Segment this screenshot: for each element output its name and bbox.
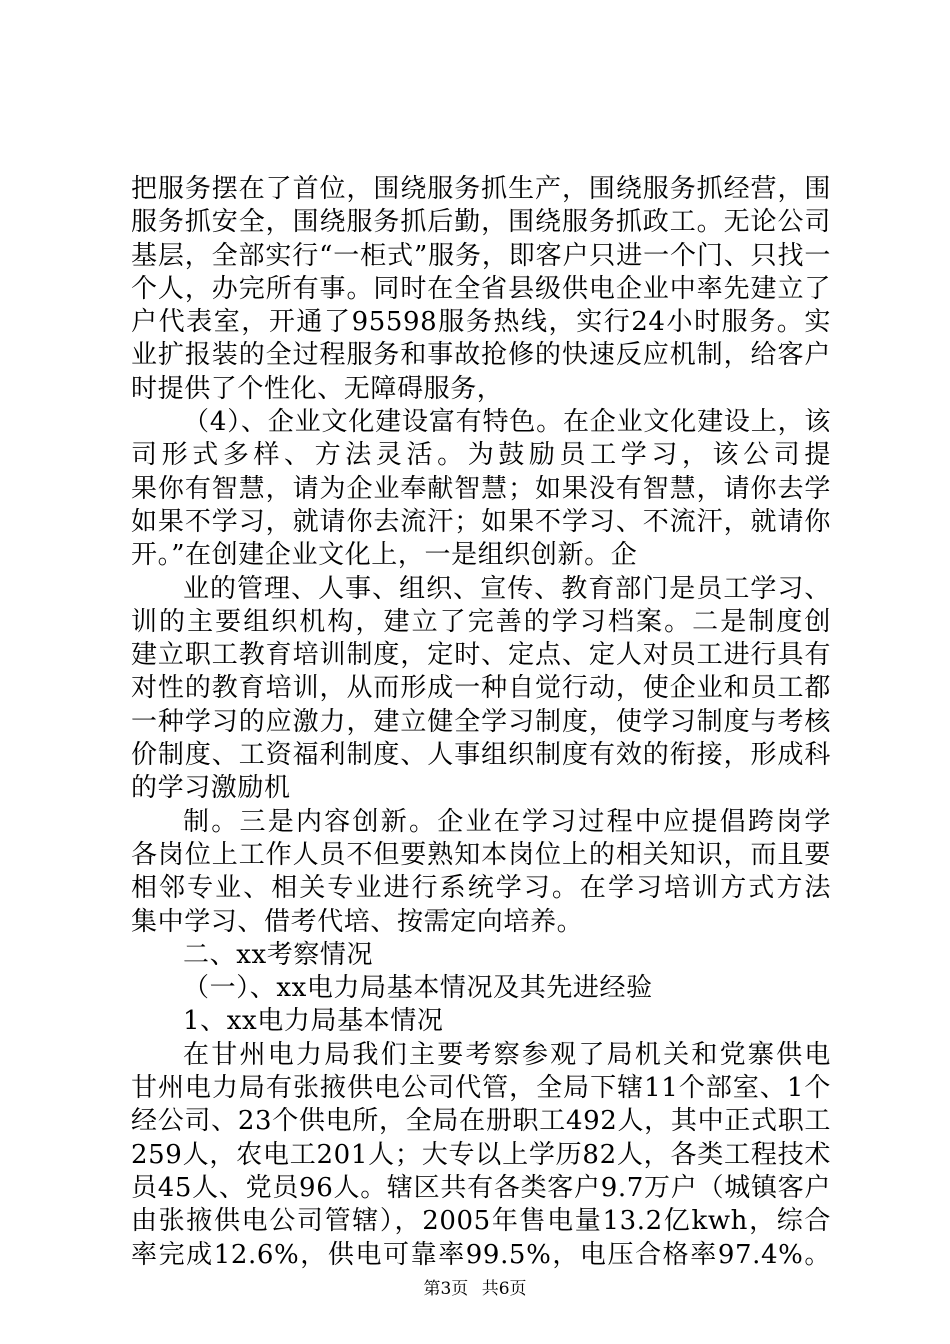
text-line: 建立职工教育培训制度，定时、定点、定人对员工进行具有 <box>131 640 831 671</box>
text-line: 对性的教育培训，从而形成一种自觉行动，使企业和员工都 <box>131 673 831 704</box>
text-line: 业扩报装的全过程服务和事故抢修的快速反应机制，给客户 <box>131 340 831 371</box>
text-line: 在甘州电力局我们主要考察参观了局机关和党寨供电 <box>183 1039 831 1070</box>
text-line: 各岗位上工作人员不但要熟知本岗位上的相关知识，而且要 <box>131 839 831 870</box>
text-line: 如果不学习，就请你去流汗；如果不学习、不流汗，就请你 <box>131 506 831 537</box>
text-line: （4）、企业文化建设富有特色。在企业文化建设上，该 <box>183 407 831 438</box>
text-line: 1、xx电力局基本情况 <box>183 1006 444 1037</box>
text-line: 甘州电力局有张掖供电公司代管，全局下辖11个部室、1个 <box>131 1073 831 1104</box>
text-line: 训的主要组织机构，建立了完善的学习档案。二是制度创 <box>131 606 831 637</box>
text-line: 服务抓安全，围绕服务抓后勤，围绕服务抓政工。无论公司 <box>131 207 831 238</box>
text-line: 259人，农电工201人；大专以上学历82人，各类工程技术 <box>131 1139 831 1170</box>
text-line: （一）、xx电力局基本情况及其先进经验 <box>183 973 653 1004</box>
text-line: 个人，办完所有事。同时在全省县级供电企业中率先建立了 <box>131 273 831 304</box>
body-text <box>131 173 831 1272</box>
text-line: 价制度、工资福利制度、人事组织制度有效的衔接，形成科 <box>131 740 831 771</box>
text-line: 开。”在创建企业文化上，一是组织创新。企 <box>131 540 638 571</box>
text-line: 员45人、党员96人。辖区共有各类客户9.7万户（城镇客户 <box>131 1172 831 1203</box>
text-line: 户代表室，开通了95598服务热线，实行24小时服务。实 <box>131 307 831 338</box>
text-line: 一种学习的应激力，建立健全学习制度，使学习制度与考核 <box>131 706 831 737</box>
text-line: 相邻专业、相关专业进行系统学习。在学习培训方式方法 <box>131 873 831 904</box>
text-line: 集中学习、借考代培、按需定向培养。 <box>131 906 584 937</box>
text-line: 二、xx考察情况 <box>183 939 374 970</box>
page-footer <box>0 1278 950 1300</box>
page-total: 共6页 <box>481 1279 527 1299</box>
text-line: 率完成12.6%，供电可靠率99.5%，电压合格率97.4%。 <box>131 1239 831 1270</box>
text-line: 把服务摆在了首位，围绕服务抓生产，围绕服务抓经营，围 <box>131 174 831 204</box>
text-line: 时提供了个性化、无障碍服务， <box>131 373 504 404</box>
text-line: 的学习激励机 <box>131 773 291 804</box>
page-number: 第3页 <box>423 1279 469 1299</box>
text-line: 基层，全部实行“一柜式”服务，即客户只进一个门、只找一 <box>131 240 831 271</box>
text-line: 制。三是内容创新。企业在学习过程中应提倡跨岗学 <box>183 806 831 837</box>
text-line: 果你有智慧，请为企业奉献智慧；如果没有智慧，请你去学 <box>131 473 831 504</box>
text-line: 经公司、23个供电所，全局在册职工492人，其中正式职工 <box>131 1106 831 1137</box>
text-line: 业的管理、人事、组织、宣传、教育部门是员工学习、 <box>183 573 831 604</box>
text-line: 由张掖供电公司管辖），2005年售电量13.2亿kwh，综合 <box>131 1206 831 1237</box>
text-line: 司形式多样、方法灵活。为鼓励员工学习，该公司提 <box>131 440 831 471</box>
